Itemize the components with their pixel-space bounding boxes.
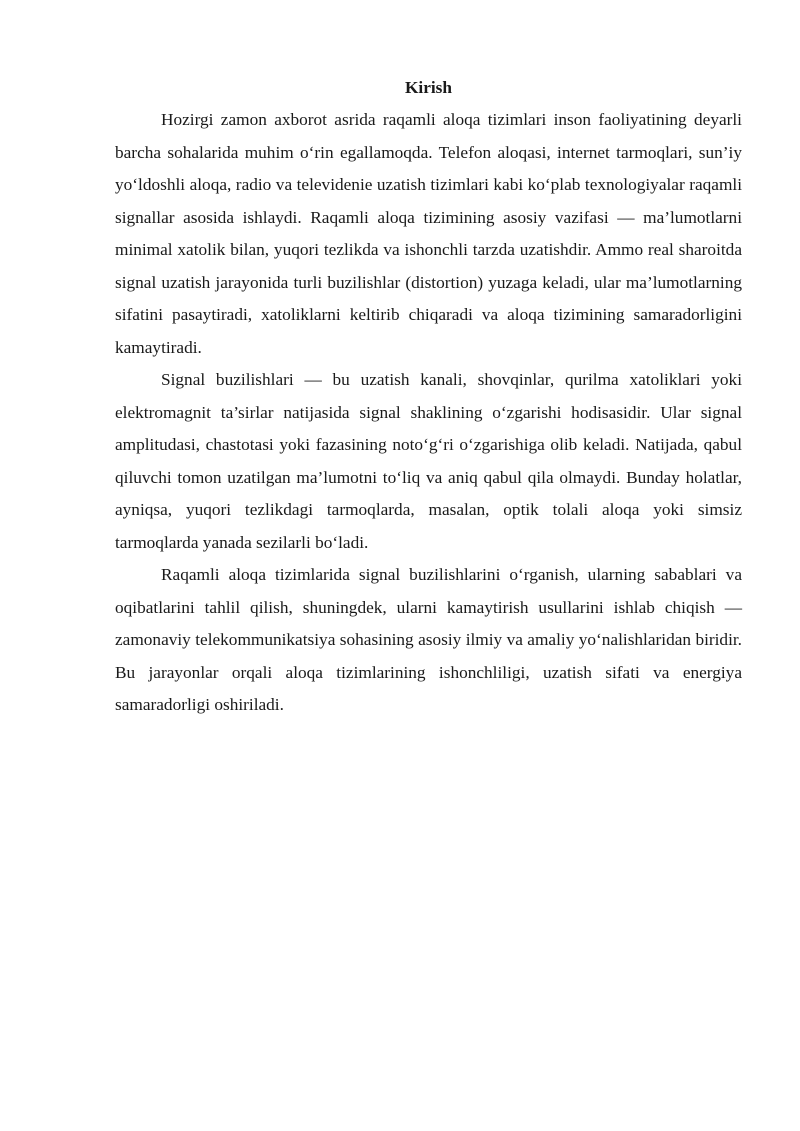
page-content	[115, 72, 742, 722]
section-title: Kirish	[404, 78, 453, 97]
paragraph-3: Raqamli aloqa tizimlarida signal buzilishlarini o‘rganish, ularning sabablari va oqibatlarini tahlil qilish, shuningdek, ularni kamaytirish usullarini ishlab chiqish — zamonaviy telekommunikatsiya sohasining asosiy ilmiy va amaliy yo‘nalishlaridan biridir. Bu jarayonlar orqali aloqa tizimlarining ishonchliligi, uzatish sifati va energiya samaradorligi oshiriladi.	[115, 565, 742, 714]
paragraph-2: Signal buzilishlari — bu uzatish kanali, shovqinlar, qurilma xatoliklari yoki elektromagnit ta’sirlar natijasida signal shaklining o‘zgarishi hodisasidir. Ular signal amplitudasi, chastotasi yoki fazasining noto‘g‘ri o‘zgarishiga olib keladi. Natijada, qabul qiluvchi tomon uzatilgan ma’lumotni to‘liq va aniq qabul qila olmaydi. Bunday holatlar, ayniqsa, yuqori tezlikdagi tarmoqlarda, masalan, optik tolali aloqa yoki simsiz tarmoqlarda yanada sezilarli bo‘ladi.	[115, 370, 742, 552]
paragraph-1: Hozirgi zamon axborot asrida raqamli aloqa tizimlari inson faoliyatining deyarli barcha sohalarida muhim o‘rin egallamoqda. Telefon aloqasi, internet tarmoqlari, sun’iy yo‘ldoshli aloqa, radio va televidenie uzatish tizimlari kabi ko‘plab texnologiyalar raqamli signallar asosida ishlaydi. Raqamli aloqa tizimining asosiy vazifasi — ma’lumotlarni minimal xatolik bilan, yuqori tezlikda va ishonchli tarzda uzatishdir. Ammo real sharoitda signal uzatish jarayonida turli buzilishlar (distortion) yuzaga keladi, ular ma’lumotlarning sifatini pasaytiradi, xatoliklarni keltirib chiqaradi va aloqa tizimining samaradorligini kamaytiradi.	[115, 110, 742, 357]
